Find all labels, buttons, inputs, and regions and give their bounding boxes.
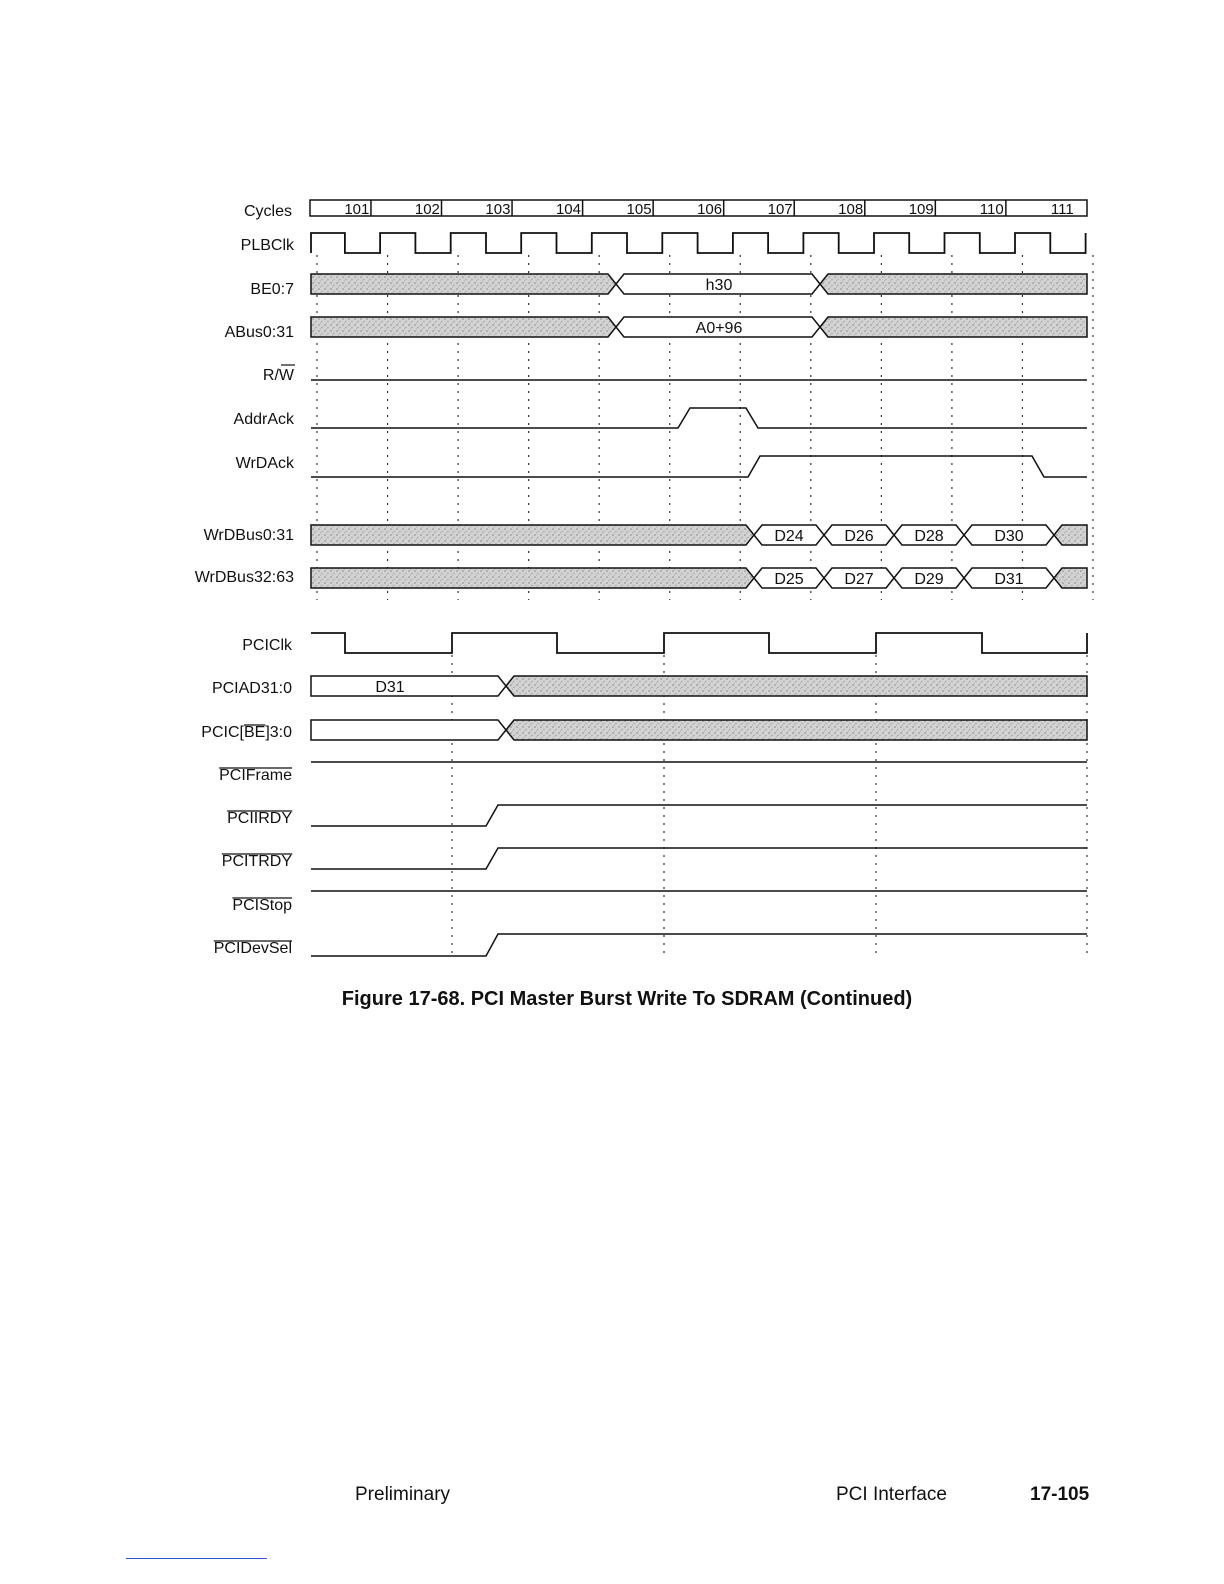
be-undefined-left: [311, 274, 616, 294]
signal-label-pcicbe: PCIC[BE]3:0: [201, 724, 292, 741]
pcidevsel-waveform: [311, 934, 1087, 956]
signal-label-pcitrdy: PCITRDY: [221, 853, 292, 870]
cycle-label: 108: [838, 201, 864, 218]
cycle-label: 104: [555, 201, 582, 218]
signal-label-plbclk: PLBClk: [240, 237, 294, 254]
signal-label-pciframe: PCIFrame: [219, 767, 292, 784]
wrdbus32-data-segments: [754, 568, 1054, 588]
active-low-bars: [214, 768, 293, 941]
data-beat-label: D28: [914, 528, 944, 545]
signal-label-pcidevsel: PCIDevSel: [213, 940, 292, 957]
signal-label-wrdack: WrDAck: [235, 455, 294, 472]
abus-value: A0+96: [695, 320, 743, 337]
abus-undefined-right: [820, 317, 1087, 337]
signal-label-pcistop: PCIStop: [232, 897, 292, 914]
data-beat-label: D24: [774, 528, 804, 545]
data-beat-label: D26: [844, 528, 874, 545]
data-beat-label: D29: [914, 571, 944, 588]
wrdbus32-undefined-left: [311, 568, 754, 588]
addrack-waveform: [311, 408, 1087, 428]
signal-label-wrdbus0: WrDBus0:31: [203, 527, 294, 544]
pci-grid-lines: [452, 655, 1087, 958]
wrdbus32-undefined-right: [1054, 568, 1087, 588]
cycle-label: 103: [485, 201, 511, 218]
be-undefined-right: [820, 274, 1087, 294]
footnote-rule: [126, 1558, 267, 1559]
signal-label-cycles: Cycles: [243, 203, 292, 220]
cycle-label: 107: [767, 201, 793, 218]
data-beat-label: D27: [844, 571, 874, 588]
cycle-label: 105: [626, 201, 652, 218]
figure-caption: Figure 17-68. PCI Master Burst Write To SDRAM (Continued): [341, 988, 913, 1010]
footer-section: PCI Interface: [836, 1484, 947, 1505]
plbclk-waveform: [311, 233, 1086, 253]
pciad-valid-segment: [311, 676, 506, 696]
signal-label-pciclk: PCIClk: [242, 637, 292, 654]
pciclk-waveform: [311, 633, 1087, 653]
abus-undefined-left: [311, 317, 616, 337]
be-value: h30: [705, 277, 733, 294]
signal-label-abus: ABus0:31: [224, 324, 294, 341]
pcicbe-valid-segment: [311, 720, 506, 740]
wrdack-waveform: [311, 456, 1087, 477]
pcicbe-undefined-segment: [506, 720, 1087, 740]
pciirdy-waveform: [311, 805, 1087, 826]
cycle-label: 101: [344, 201, 370, 218]
wrdbus0-undefined-left: [311, 525, 754, 545]
signal-label-addrack: AddrAck: [233, 411, 294, 428]
pciad-undefined-segment: [506, 676, 1087, 696]
signal-label-pciirdy: PCIIRDY: [227, 810, 292, 827]
data-beat-label: D30: [994, 528, 1024, 545]
cycle-label: 111: [1050, 201, 1074, 218]
data-beat-label: D25: [774, 571, 804, 588]
signal-label-pciad: PCIAD31:0: [211, 680, 292, 697]
cycle-label: 109: [908, 201, 934, 218]
signal-label-be: BE0:7: [250, 281, 294, 298]
wrdbus0-data-segments: [754, 525, 1054, 545]
cycle-label: 110: [979, 201, 1004, 218]
pcitrdy-waveform: [311, 848, 1087, 869]
signal-label-rw: R/W: [262, 367, 294, 384]
data-beat-label: D31: [994, 571, 1024, 588]
footer-status: Preliminary: [355, 1484, 451, 1505]
cycle-label: 106: [697, 201, 723, 218]
pciad-value: D31: [375, 679, 405, 696]
signal-label-wrdbus32: WrDBus32:63: [194, 569, 294, 586]
footer-page-number: 17-105: [1030, 1484, 1090, 1505]
cycle-label: 102: [414, 201, 440, 218]
wrdbus0-undefined-right: [1054, 525, 1087, 545]
